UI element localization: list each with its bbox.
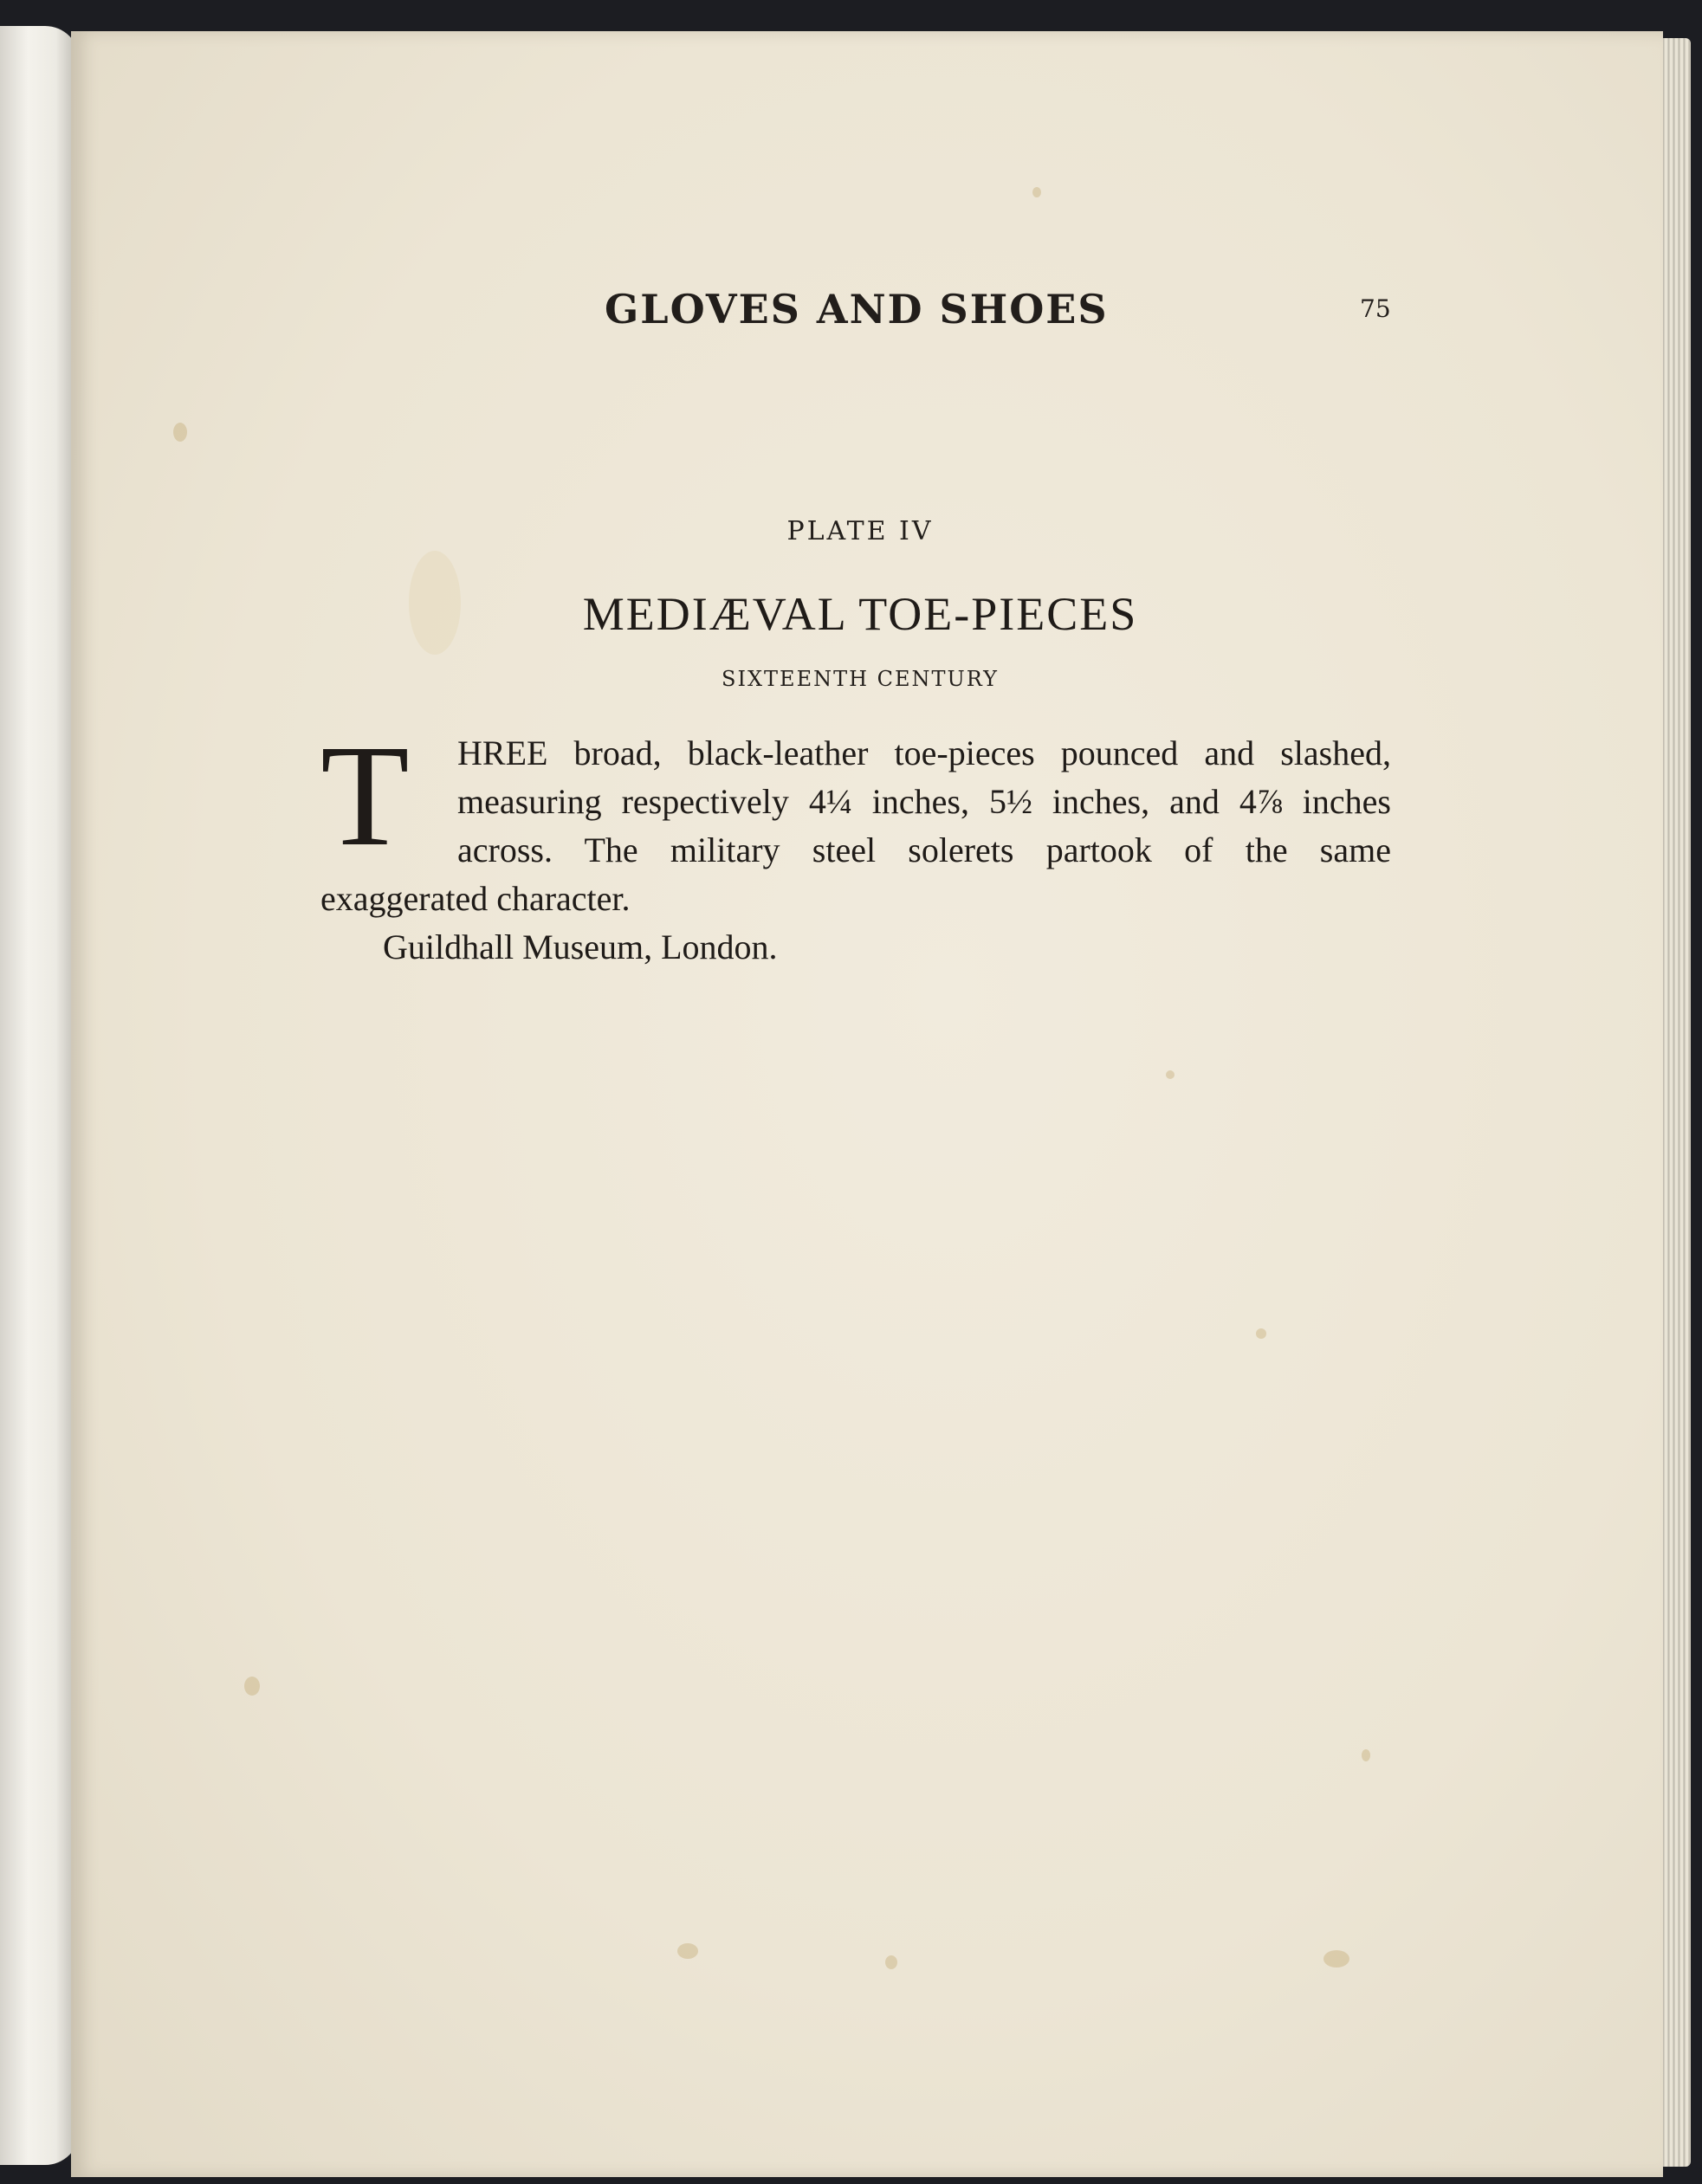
foxing-spot — [244, 1677, 260, 1696]
paragraph-line: across. The military steel solerets partook of the same — [457, 830, 1391, 869]
collection-credit: Guildhall Museum, London. — [383, 927, 778, 966]
previous-page-edge — [0, 26, 80, 2165]
foxing-spot — [885, 1955, 897, 1969]
drop-cap: T — [320, 715, 410, 876]
foxing-spot — [173, 423, 187, 442]
page-number: 75 — [1360, 294, 1391, 323]
paragraph-line: HREE broad, black-leather toe-pieces pounced and slashed, — [457, 733, 1391, 772]
paragraph-line: exaggerated character. — [320, 879, 631, 918]
foxing-spot — [1166, 1070, 1175, 1079]
description-paragraph — [320, 715, 1391, 923]
paragraph-line: measuring respectively 4¼ inches, 5½ inches, and 4⅞ inches — [457, 782, 1391, 821]
plate-number: PLATE IV — [786, 516, 934, 546]
foxing-spot — [1256, 1328, 1266, 1339]
book-page — [71, 31, 1663, 2177]
running-head-title: GLOVES AND SHOES — [605, 286, 1109, 333]
foxing-spot — [1362, 1749, 1370, 1761]
foxing-spot — [677, 1943, 698, 1959]
plate-title: MEDIÆVAL TOE-PIECES — [582, 588, 1138, 640]
plate-subtitle: SIXTEENTH CENTURY — [722, 667, 999, 691]
foxing-spot — [1032, 187, 1041, 197]
foxing-spot — [1323, 1950, 1349, 1968]
